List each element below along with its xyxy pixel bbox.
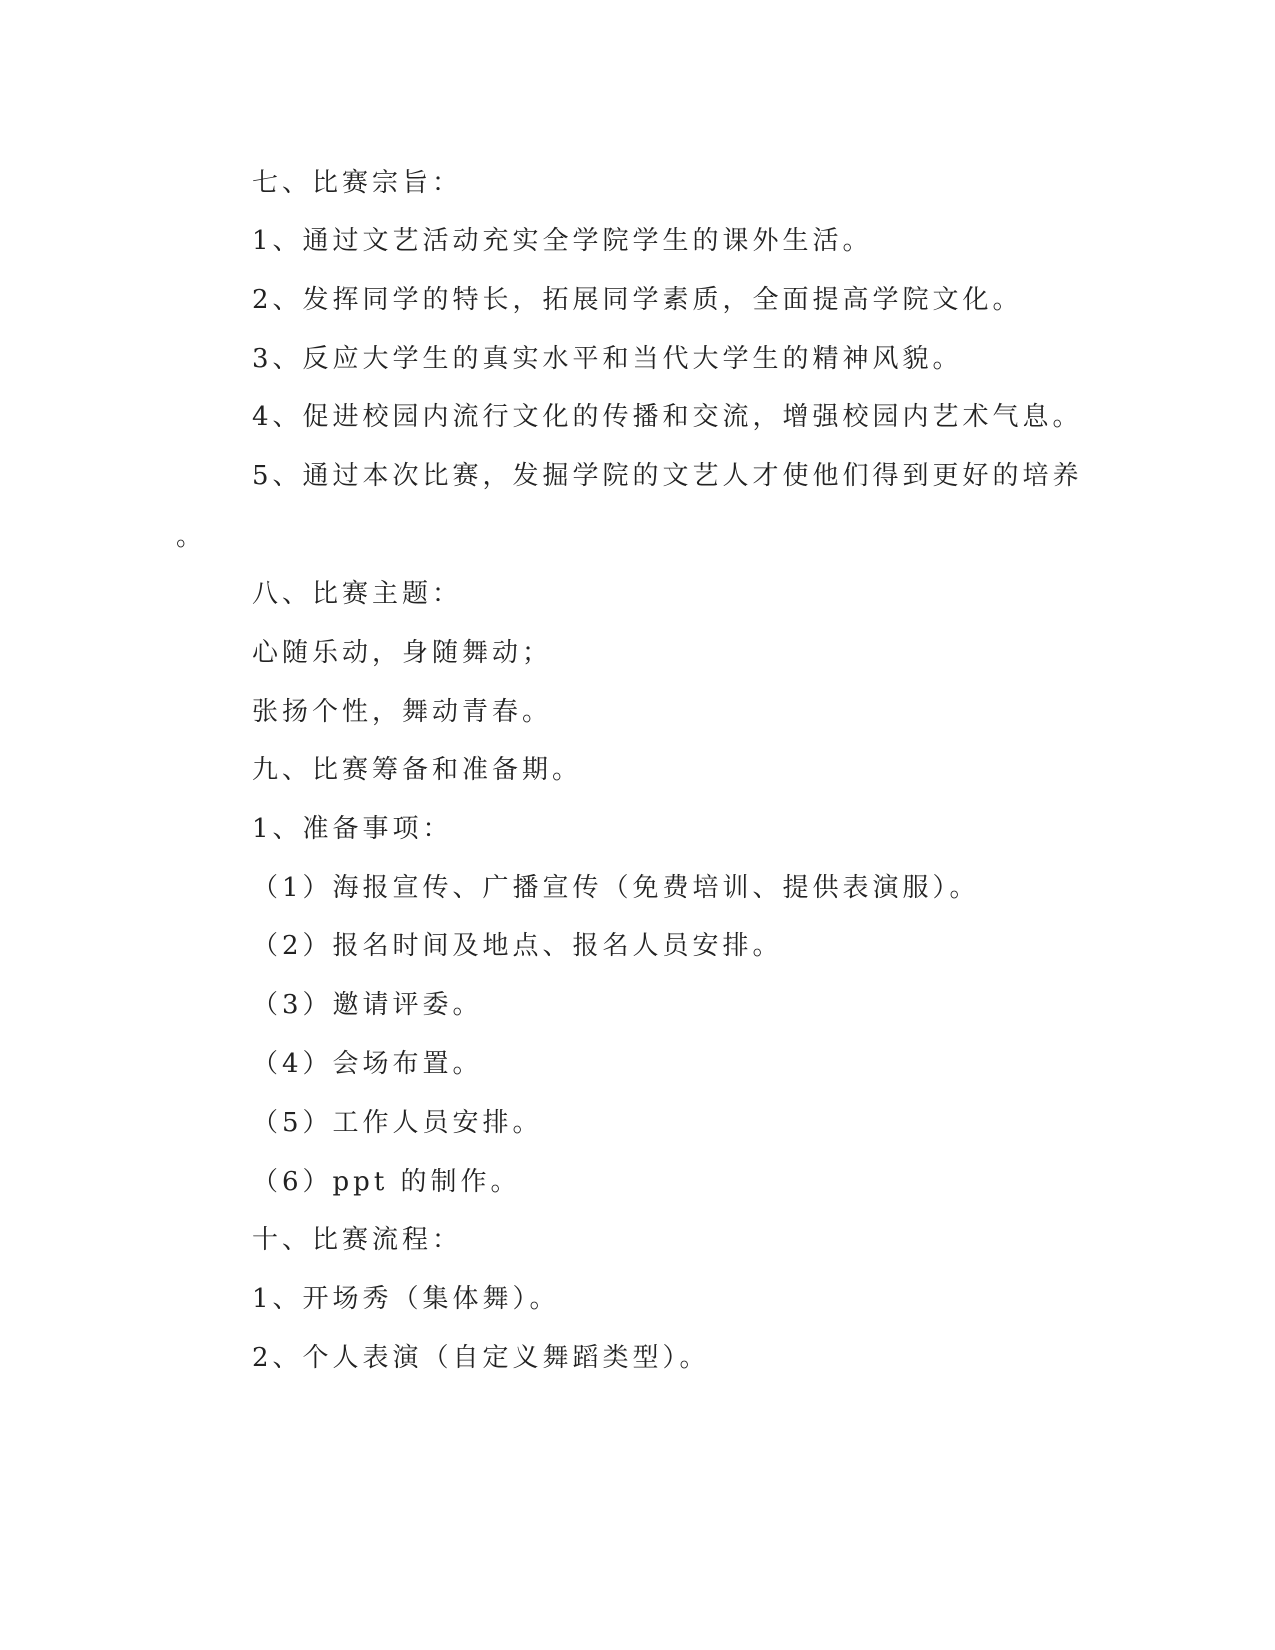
purpose-item-2: 2、发挥同学的特长，拓展同学素质，全面提高学院文化。	[252, 285, 1023, 315]
purpose-item-5-continuation: 。	[176, 522, 207, 552]
purpose-item-4: 4、促进校园内流行文化的传播和交流，增强校园内艺术气息。	[252, 402, 1083, 432]
preparation-item-5: （5）工作人员安排。	[252, 1108, 543, 1138]
preparation-item-3: （3）邀请评委。	[252, 990, 483, 1020]
section-heading-preparation: 九、比赛筹备和准备期。	[252, 755, 583, 785]
preparation-subheading: 1、准备事项：	[252, 814, 453, 844]
section-heading-purpose: 七、比赛宗旨：	[252, 168, 463, 198]
section-heading-theme: 八、比赛主题：	[252, 579, 463, 609]
theme-line-2: 张扬个性，舞动青春。	[252, 697, 553, 727]
theme-line-1: 心随乐动，身随舞动；	[252, 638, 553, 668]
process-item-2: 2、个人表演（自定义舞蹈类型）。	[252, 1343, 710, 1373]
purpose-item-3: 3、反应大学生的真实水平和当代大学生的精神风貌。	[252, 344, 963, 374]
purpose-item-1: 1、通过文艺活动充实全学院学生的课外生活。	[252, 226, 873, 256]
preparation-item-6: （6）ppt 的制作。	[252, 1167, 521, 1197]
preparation-item-2: （2）报名时间及地点、报名人员安排。	[252, 931, 783, 961]
preparation-item-1: （1）海报宣传、广播宣传（免费培训、提供表演服）。	[252, 873, 980, 903]
preparation-item-4: （4）会场布置。	[252, 1049, 483, 1079]
purpose-item-5: 5、通过本次比赛，发掘学院的文艺人才使他们得到更好的培养	[252, 461, 1083, 491]
section-heading-process: 十、比赛流程：	[252, 1225, 463, 1255]
process-item-1: 1、开场秀（集体舞）。	[252, 1284, 560, 1314]
